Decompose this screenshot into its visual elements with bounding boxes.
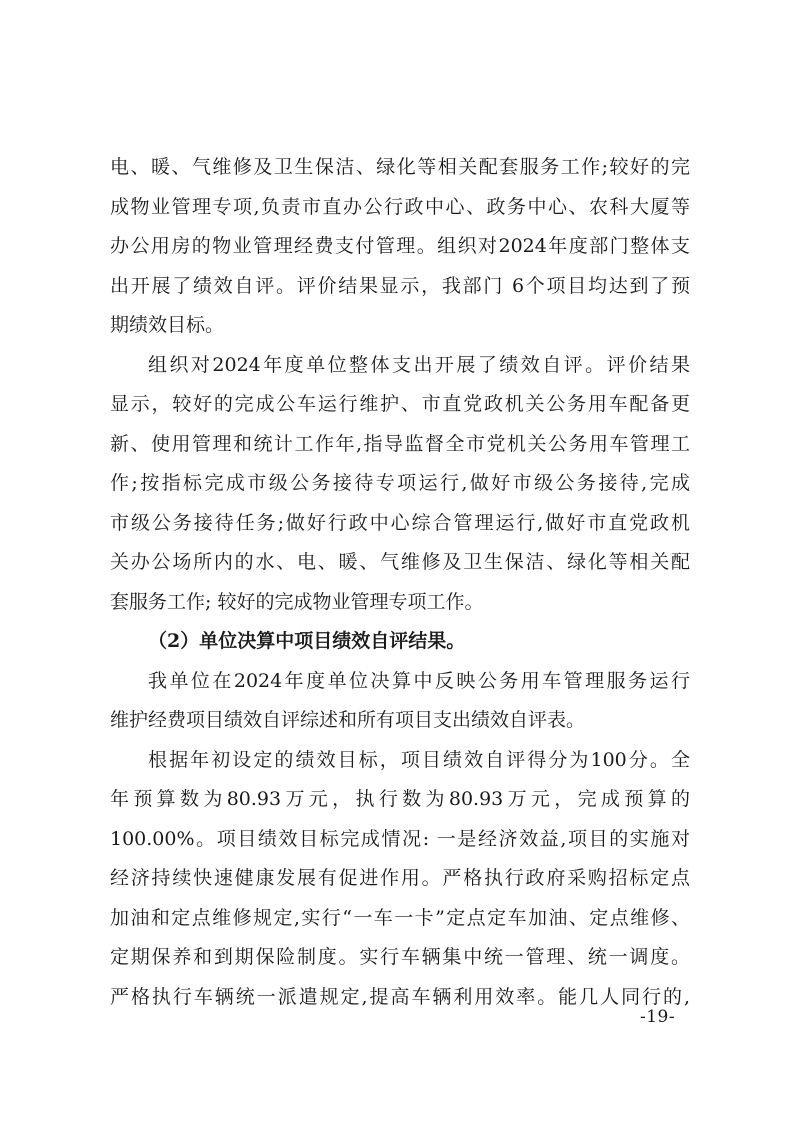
text-line: 电、暖、气维修及卫生保洁、绿化等相关配套服务工作;较好的完 bbox=[110, 156, 690, 178]
body-text bbox=[110, 148, 690, 1017]
text-line: 根据年初设定的绩效目标，项目绩效自评得分为100分。全 bbox=[148, 748, 690, 771]
page-number: -19- bbox=[640, 1007, 676, 1027]
text-line: 成物业管理专项,负责市直办公行政中心、政务中心、农科大厦等 bbox=[110, 195, 690, 218]
section-heading: （2）单位决算中项目绩效自评结果。 bbox=[148, 630, 466, 652]
text-line: 组织对2024年度单位整体支出开展了绩效自评。评价结果 bbox=[148, 353, 690, 376]
text-line: 套服务工作; 较好的完成物业管理专项工作。 bbox=[110, 590, 484, 613]
text-line: 定期保养和到期保险制度。实行车辆集中统一管理、统一调度。 bbox=[110, 946, 690, 968]
text-line: 作;按指标完成市级公务接待专项运行,做好市级公务接待,完成 bbox=[110, 472, 690, 494]
text-line: 办公用房的物业管理经费支付管理。组织对2024年度部门整体支 bbox=[110, 235, 690, 257]
text-line: 我单位在2024年度单位决算中反映公务用车管理服务运行 bbox=[148, 669, 690, 692]
text-line: 期绩效目标。 bbox=[110, 314, 225, 336]
text-line: 严格执行车辆统一派遣规定,提高车辆利用效率。能几人同行的, bbox=[110, 985, 690, 1008]
text-line: 市级公务接待任务;做好行政中心综合管理运行,做好市直党政机 bbox=[110, 511, 690, 534]
text-line: 100.00%。项目绩效目标完成情况: 一是经济效益,项目的实施对 bbox=[110, 827, 690, 850]
text-line: 显示，较好的完成公车运行维护、市直党政机关公务用车配备更 bbox=[110, 393, 690, 415]
text-line: 年预算数为80.93万元，执行数为80.93万元，完成预算的 bbox=[110, 788, 690, 810]
text-line: 关办公场所内的水、电、暖、气维修及卫生保洁、绿化等相关配 bbox=[110, 551, 690, 573]
text-line: 经济持续快速健康发展有促进作用。严格执行政府采购招标定点 bbox=[110, 867, 690, 889]
text-line: 加油和定点维修规定,实行“一车一卡”定点定车加油、定点维修、 bbox=[110, 906, 690, 929]
text-line: 出开展了绩效自评。评价结果显示，我部门 6个项目均达到了预 bbox=[110, 274, 690, 297]
text-line: 维护经费项目绩效自评综述和所有项目支出绩效自评表。 bbox=[110, 709, 586, 731]
text-line: 新、使用管理和统计工作年,指导监督全市党机关公务用车管理工 bbox=[110, 432, 690, 455]
